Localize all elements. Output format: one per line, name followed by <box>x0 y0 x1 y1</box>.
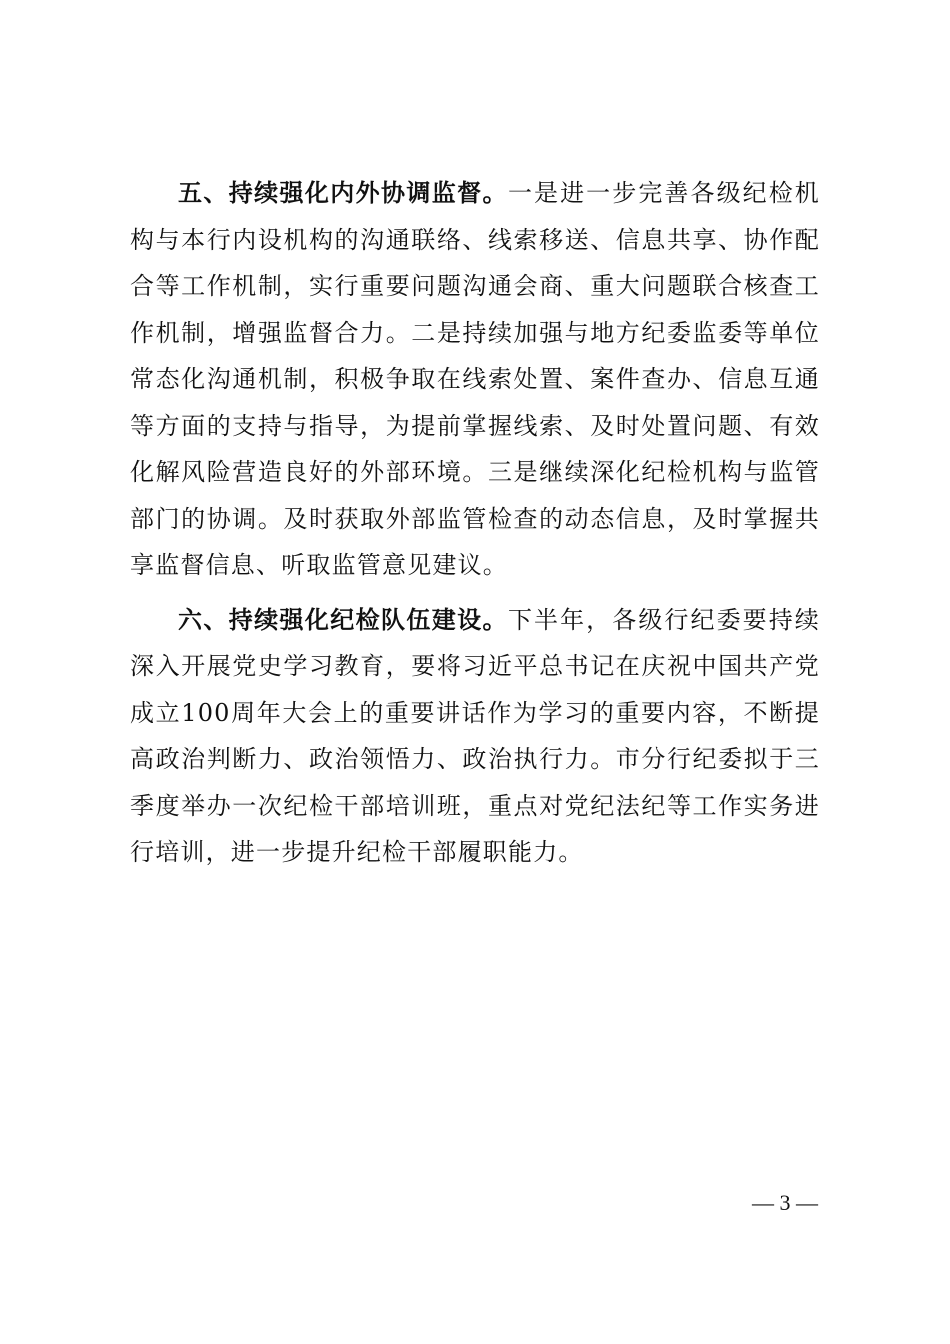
paragraph-heading-supervision: 五、持续强化内外协调监督。 <box>178 179 508 207</box>
page-number: — 3 — <box>752 1190 818 1215</box>
paragraph-text-supervision: 一是进一步完善各级纪检机构与本行内设机构的沟通联络、线索移送、信息共享、协作配合等工作机制，实行重要问题沟通会商、重大问题联合核查工作机制，增强监督合力。二是持续加强与地方纪委监委等单位常态化沟通机制，积极争取在线索处置、案件查办、信息互通等方面的支持与指导，为提前掌握线索、及时处置问题、有效化解风险营造良好的外部环境。三是继续深化纪检机构与监管部门的协调。及时获取外部监管检查的动态信息，及时掌握共享监督信息、听取监管意见建议。 <box>130 179 821 579</box>
paragraph-team-building <box>130 597 820 876</box>
paragraph-text-team-building: 下半年，各级行纪委要持续深入开展党史学习教育，要将习近平总书记在庆祝中国共产党成立100周年大会上的重要讲话作为学习的重要内容，不断提高政治判断力、政治领悟力、政治执行力。市分行纪委拟于三季度举办一次纪检干部培训班，重点对党纪法纪等工作实务进行培训，进一步提升纪检干部履职能力。 <box>130 605 821 866</box>
document-body <box>130 170 820 884</box>
paragraph-heading-team-building: 六、持续强化纪检队伍建设。 <box>178 605 508 634</box>
paragraph-supervision <box>130 170 820 589</box>
